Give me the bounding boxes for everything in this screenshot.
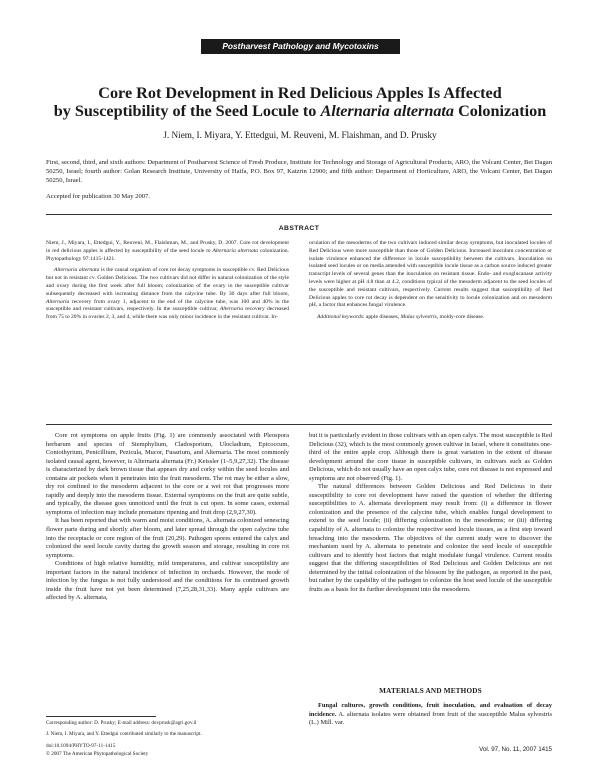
body-paragraph: but it is particularly evident in those cultivars with an open calyx. The most susceptible is Red Delicious (32), which is the most commonly grown cultivar in Israel, where it constitutes one-third of the entire apple crop. Although there is great variation in the extent of disease development around the core tissue in susceptible cultivars, in cultivars such as Golden Delicious, which do not usually have an open calyx tube, core rot disease is not expressed and symptoms are not observed (Fig. 1).: [309, 432, 552, 482]
contribution-note: J. Niem, I. Miyara, and Y. Ettedgui contributed similarly to the manuscript.: [46, 731, 202, 737]
title-line-2: by Susceptibility of the Seed Locule to Alternaria alternata Colonization: [53, 102, 547, 120]
abstract-left-column: [46, 240, 289, 322]
doi: doi:10.1094/PHYTO-97-11-1415: [46, 743, 116, 749]
body-paragraph: Core rot symptoms on apple fruits (Fig. 1) are commonly associated with Pleospora herbarum and species of Stemphylium, Cladosporium, Ulocladium, Epicoccum, Coniothyrium, Penicillium, Pezicula, Mucor, Fusarium, and Alternaria. The most commonly isolated causal agent, however, is Alternaria alternata (Fr.) Keissler (1–5,9,27,32). The disease is characterized by dark brown tissue that appears dry and corky within the seed locules and contains air pockets when it penetrates into the fruit mesoderm. The rot may be either a slow, dry rot confined to the mesoderm adjacent to the core or a wet rot that progresses more rapidly and deeply into the mesoderm tissue. External symptoms on the fruit are quite subtle, and typically, the disease goes unnoticed until the fruit is cut open. In some cases, external symptoms of infection may include premature ripening and fruit drop (2,9,27,30).: [46, 432, 289, 516]
body-left-column: [46, 432, 289, 603]
divider-top: [46, 214, 552, 215]
methods-intro: [309, 702, 552, 728]
methods-paragraph: Fungal cultures, growth conditions, fruit inoculation, and evaluation of decay incidence. A. alternata isolates were obtained from fruit of the susceptible Malus sylvestris (L.) Mill. var.: [309, 702, 552, 727]
article-title: [30, 84, 570, 120]
body-right-column: [309, 432, 552, 594]
footnote-rule: [46, 716, 156, 717]
copyright: © 2007 The American Phytopathological Society: [46, 751, 149, 757]
section-banner: Postharvest Pathology and Mycotoxins: [201, 39, 400, 54]
author-list: J. Niem, I. Miyara, Y. Ettedgui, M. Reuveni, M. Flaishman, and D. Prusky: [163, 130, 437, 140]
body-paragraph: It has been reported that with warm and moist conditions, A. alternata colonized senescing flower parts during and shortly after bloom, and later spread through the open calycine tube into the receptacle or core region of the fruit (20,29). Pathogen spores entered the calyx and colonized the seed locule cavity during the growth season and storage, resulting in core rot symptoms.: [46, 517, 289, 559]
abstract-right-column: [309, 240, 552, 322]
abstract-citation: Niem, J., Miyara, I., Ettedgui, Y., Reuveni, M., Flaishman, M., and Prusky, D. 2007. Core rot development in red delicious apples is affected by susceptibility of the seed locule to Alternaria alternata colonization. Phytopathology 97:1415-1421.: [46, 240, 289, 262]
body-paragraph: The natural differences between Golden Delicious and Red Delicious in their susceptibility to core rot development have raised the question of whether the differing susceptibilities to A. alternata development may result from: (i) a difference in flower colonization and the presence of the calycine tube, which enables fungal development to extend to the seed locule; (ii) differing colonization in the mesoderms; or (iii) differing capability of A. alternata to colonize the respective seed locule tissues, as a first step toward breaching into the mesoderm. The objectives of the current study were to discover the mechanism used by A. alternata to penetrate and colonize the seed locule of susceptible cultivars and to identify host factors that might modulate fungal virulence. Current results suggest that the differing susceptibilities of Red Delicious and Golden Delicious are not determined by the initial colonization of the blossom by the pathogen, as reported in the past, but rather by the capability of the pathogen to colonize the host seed locule of the susceptible fruits as a basis for its further development into the mesoderm.: [309, 483, 552, 593]
page-footer: Vol. 97, No. 11, 2007 1415: [479, 746, 552, 753]
abstract-heading: ABSTRACT: [278, 225, 320, 232]
body-paragraph: Conditions of high relative humidity, mild temperatures, and cultivar susceptibility are important factors in the natural incidence of infection in orchards. However, the mode of infection by the fungus is not fully understood and the conditions for its continued growth inside the fruit have not yet been determined (7,25,28,31,33). Many apple cultivars are affected by A. alternata,: [46, 560, 289, 602]
section-heading-methods: MATERIALS AND METHODS: [379, 687, 482, 695]
abstract-paragraph-1: Alternaria alternata is the causal organism of core rot decay symptoms in susceptible cv. Red Delicious but not in resistant cv. Golden Delicious. The two cultivars did not differ in natural colonization of the style and ovary during the first week after full bloom; colonization of the ovary in the susceptible cultivar subsequently decreased with increasing distance from the calycine tube. By 30 days after full bloom, Alternaria recovery from ovary 1, adjacent to the end of the calycine tube, was 100 and 40% in the susceptible and resistant cultivars, respectively. In the susceptible cultivar, Alternaria recovery decreased from 75 to 20% in ovaries 2, 3, and 4, while there was only minor incidence in the resistant cultivar. In-: [46, 267, 289, 321]
abstract-paragraph-2: oculation of the mesoderms of the two cultivars induced similar decay symptoms, but inoculated locules of Red Delicious were more susceptible than those of Golden Delicious. Increased inoculum concentration or isolate virulence enhanced the difference in locule susceptibility between the cultivars. Inoculation on isolated seed locules or on media amended with susceptible locule tissue as a carbon source induced greater transcript levels of several genes than the inoculation on resistant tissue. Endo- and exoglucanase activity levels were higher at pH 4.8 than at 4.2, conditions typical of the mesoderm adjacent to the seed locules of the susceptible and resistant cultivars, respectively. Current results suggest that susceptibility of Red Delicious apples to core rot decay is dependent on the sensitivity to locule colonization and on mesoderm pH, a factor that enhances fungal virulence.: [309, 240, 552, 309]
divider-bottom: [46, 424, 552, 425]
corresponding-author: Corresponding author: D. Prusky; E-mail address: dovprusk@agri.gov.il: [46, 720, 197, 726]
title-line-1: Core Rot Development in Red Delicious Apples Is Affected: [98, 84, 502, 102]
accepted-date: Accepted for publication 30 May 2007.: [46, 193, 151, 200]
abstract-keywords: Additional keywords: apple diseases, Malus sylvestris, moldy-core disease.: [317, 314, 485, 321]
title-species: Alternaria alternata: [320, 102, 455, 120]
affiliations: First, second, third, and sixth authors: Department of Postharvest Science of Fresh Produce, Institute for Technology and Storage of Agricultural Products, ARO, the Volcani Center, Bet Dagan 50250, Israel; fourth author: Golan Research Institute, University of Haifa, P.O. Box 97, Katzrin 12900; and fifth author: Department of Horticulture, ARO, the Volcani Center, Bet Dagan 50250, Israel.: [46, 159, 552, 185]
